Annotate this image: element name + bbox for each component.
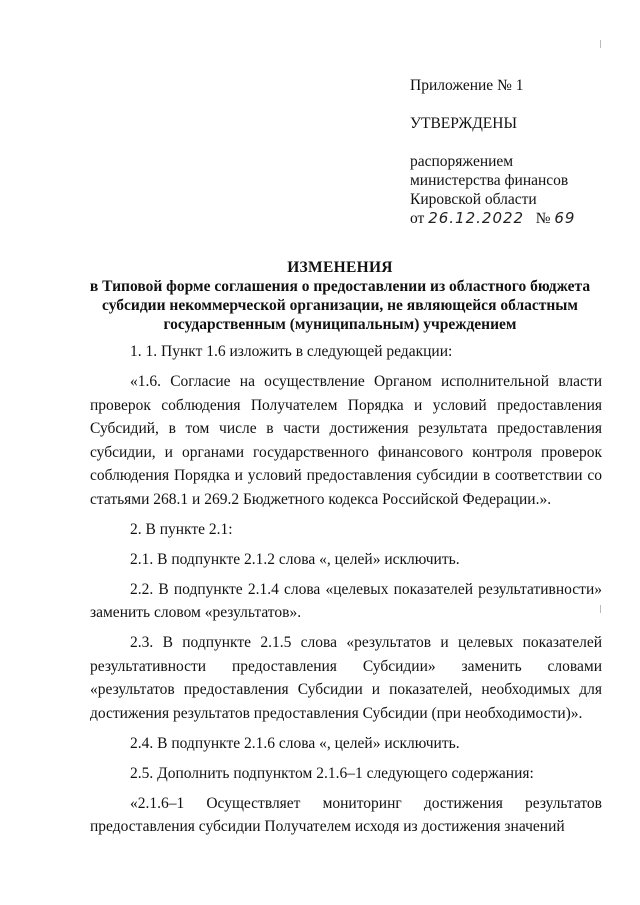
number-prefix: №	[535, 210, 551, 227]
paragraph: «1.6. Согласие на осуществление Органом исполнительной власти проверок соблюдения Получателем Порядка и условий предоставления Субсидий, в том числе в части достижения результата предоставления субсидии, и органами государственного финансового контроля проверок соблюдения Порядка и условий предоставления субсидии в соответствии со статьями 268.1 и 269.2 Бюджетного кодекса Российской Федерации.».	[90, 373, 602, 508]
decree-date-line	[410, 209, 630, 228]
paragraph: 2.5. Дополнить подпунктом 2.1.6–1 следующего содержания:	[130, 764, 534, 782]
paragraph: 2.1. В подпункте 2.1.2 слова «, целей» исключить.	[130, 550, 460, 568]
handwritten-number: 69	[554, 209, 576, 227]
paragraph: 2. В пункте 2.1:	[130, 520, 233, 538]
approval-block	[410, 76, 630, 228]
title-subtitle: в Типовой форме соглашения о предоставлении из областного бюджета субсидии некоммерческой организации, не являющейся областным государственным (муниципальным) учреждением	[89, 278, 591, 333]
paragraph: 2.4. В подпункте 2.1.6 слова «, целей» исключить.	[130, 734, 460, 752]
decree-line: распоряжением	[410, 153, 514, 170]
date-prefix: от	[410, 210, 425, 227]
scan-mark	[600, 40, 601, 48]
document-body	[90, 340, 602, 843]
decree-line: Кировской области	[410, 191, 537, 208]
document-title	[70, 258, 610, 334]
handwritten-date: 26.12.2022	[428, 209, 525, 227]
approved-label: УТВЕРЖДЕНЫ	[410, 115, 517, 132]
title-heading: ИЗМЕНЕНИЯ	[287, 259, 393, 276]
scan-mark	[600, 605, 601, 613]
appendix-label: Приложение № 1	[410, 77, 524, 94]
paragraph: 2.2. В подпункте 2.1.4 слова «целевых показателей результативности» заменить словом «результатов».	[90, 580, 602, 621]
decree-line: министерства финансов	[410, 172, 569, 189]
paragraph: «2.1.6–1 Осуществляет мониторинг достижения результатов предоставления субсидии Получателем исходя из достижения значений	[90, 794, 602, 835]
paragraph: 1. 1. Пункт 1.6 изложить в следующей редакции:	[130, 343, 453, 360]
decree-lines	[410, 152, 630, 228]
paragraph: 2.3. В подпункте 2.1.5 слова «результатов и целевых показателей результативности предоставления Субсидии» заменить словами «результатов предоставления Субсидии и показателей, необходимых для достижения результатов предоставления Субсидии (при необходимости)».	[90, 634, 602, 722]
